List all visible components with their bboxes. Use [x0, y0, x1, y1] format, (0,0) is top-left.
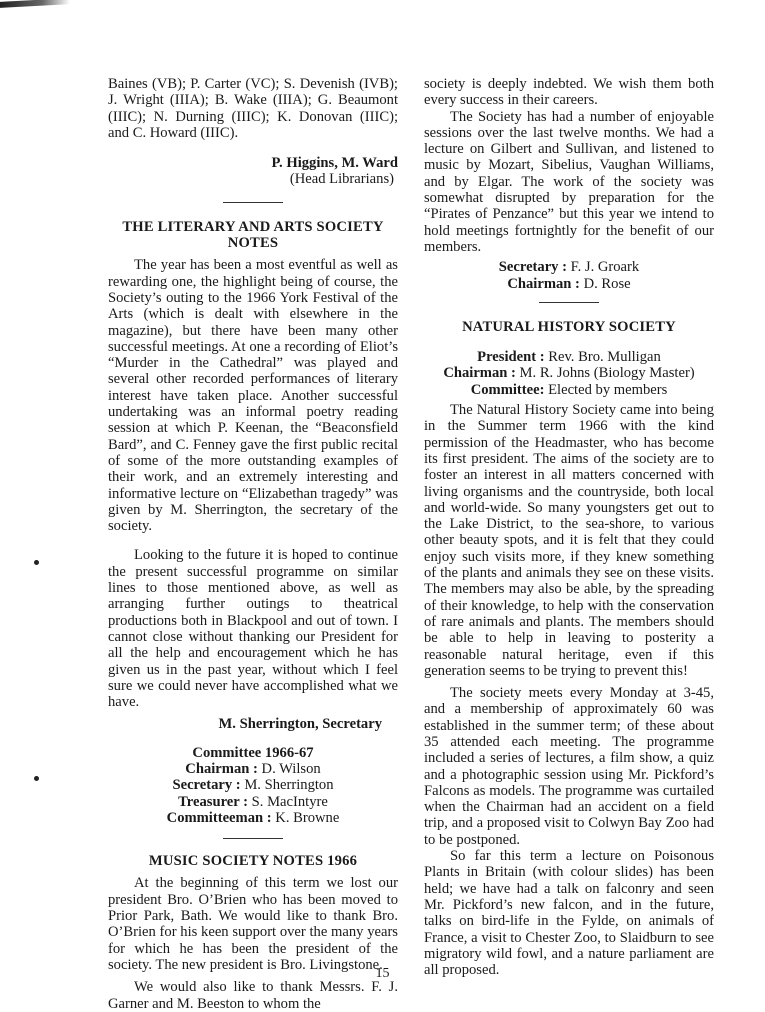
- natural-history-paragraph: The Natural History Society came into being in the Summer term 1966 with the kind permission of the Headmaster, who has become its first president. The aims of the society are to foster an interest in all matters concerned with living organisms and the countryside, both local and world-wide. So many youngsters get out to the Lake District, to the sea-shore, to various other beauty spots, and it is felt that they could enjoy such visits more, if they knew something of the plants and animals they see on these visits. The members may also be able, by the spreading of their knowledge, to help with the conservation of rare animals and plants. The members should be able to help in leaving to posterity a reasonable natural heritage, even if this generation seems to be trying to prevent this!: [424, 402, 714, 679]
- literary-paragraph: Looking to the future it is hoped to continue the present successful programme on similar lines to those mentioned above, as well as arranging further outings to theatrical productions both in Blackpool and out of town. I cannot close without thanking our President for all the help and encouragement which he has given us in the past year, without which I feel sure we could never have accomplished what we have.: [108, 547, 398, 711]
- literary-paragraph: The year has been a most eventful as well as rewarding one, the highlight being of course, the Society’s outing to the 1966 York Festival of the Arts (which is dealt with elsewhere in the magazine), but there have been many other successful meetings. At one a recording of Eliot’s “Murder in the Cathedral” was played and several other recorded performances of literary interest have taken place. Another successful undertaking was an informal poetry reading session at which P. Keenan, the “Beaconsfield Bard”, and C. Fenney gave the first public recital of some of the more outstanding examples of their work, and an extremely interesting and informative lecture on “Elizabethan tragedy” was given by M. Sherrington, the secretary of the society.: [108, 257, 398, 535]
- music-paragraph-continued: society is deeply indebted. We wish them both every success in their careers.: [424, 76, 714, 109]
- natural-history-officers: [424, 349, 714, 398]
- librarians-signature-role: (Head Librarians): [289, 171, 394, 188]
- committee-row: Committeeman : K. Browne: [166, 809, 340, 826]
- librarians-signature: P. Higgins, M. Ward: [271, 155, 398, 172]
- officer-row: President : Rev. Bro. Mulligan: [477, 349, 661, 366]
- officer-row: Chairman : M. R. Johns (Biology Master): [443, 365, 695, 382]
- committee-row: Treasurer : S. MacIntyre: [178, 793, 328, 810]
- music-officers: [424, 259, 714, 292]
- music-paragraph: At the beginning of this term we lost our president Bro. O’Brien who has been moved to Prior Park, Bath. We would like to thank Bro. O’Brien for his keen support over the many years for which he has been the president of the society. The new president is Bro. Livingstone.: [108, 875, 398, 973]
- natural-history-paragraph: The society meets every Monday at 3-45, and a membership of approximately 60 was established in the summer term; of these about 35 attended each meeting. The programme included a series of lectures, a film show, a quiz and a photographic session using Mr. Pickford’s Falcons as models. The programme was curtailed when the Chairman had an accident on a field trip, and a proposed visit to Colwyn Bay Zoo had to be postponed.: [424, 685, 714, 848]
- literary-heading: THE LITERARY AND ARTS SOCIETY NOTES: [122, 218, 384, 252]
- officer-row: Chairman : D. Rose: [507, 275, 631, 292]
- committee-title: Committee 1966-67: [192, 744, 314, 761]
- natural-history-heading: NATURAL HISTORY SOCIETY: [462, 318, 676, 335]
- literary-signature: M. Sherrington, Secretary: [218, 716, 382, 733]
- officer-row: Secretary : F. J. Groark: [498, 259, 640, 276]
- scan-edge-mark: [0, 0, 70, 8]
- section-divider: [223, 838, 283, 839]
- margin-dot: [34, 776, 39, 781]
- literary-committee: [108, 745, 398, 826]
- section-divider: [539, 302, 599, 303]
- left-column: [108, 76, 398, 1012]
- librarians-list: Baines (VB); P. Carter (VC); S. Devenish (IVB); J. Wright (IIIA); B. Wake (IIIA); G. Beaumont (IIIC); N. Durning (IIIC); K. Donovan (IIIC); and C. Howard (IIIC).: [108, 76, 398, 141]
- margin-dot: [34, 560, 39, 565]
- music-heading: MUSIC SOCIETY NOTES 1966: [148, 853, 358, 870]
- page-number: 15: [375, 966, 390, 981]
- committee-row: Chairman : D. Wilson: [185, 760, 321, 777]
- music-paragraph: The Society has had a number of enjoyable sessions over the last twelve months. We had a lecture on Gilbert and Sullivan, and listened to music by Mozart, Sibelius, Vaughan Williams, and by Elgar. The work of the society was somewhat disrupted by preparation for the “Pirates of Penzance” but this year we intend to hold meetings fortnightly for the benefit of our members.: [424, 108, 714, 255]
- right-column: [424, 76, 714, 978]
- natural-history-paragraph: So far this term a lecture on Poisonous Plants in Britain (with colour slides) has been held; we have had a talk on falconry and seen Mr. Pickford’s new falcon, and in the future, talks on bird-life in the Fylde, on animals of France, a visit to Chester Zoo, to Slaidburn to see migratory wild fowl, and a nature parliament are all proposed.: [424, 848, 714, 979]
- committee-row: Secretary : M. Sherrington: [172, 777, 334, 794]
- music-paragraph: We would also like to thank Messrs. F. J. Garner and M. Beeston to whom the: [108, 979, 398, 1012]
- officer-row: Committee: Elected by members: [470, 381, 668, 398]
- section-divider: [223, 202, 283, 203]
